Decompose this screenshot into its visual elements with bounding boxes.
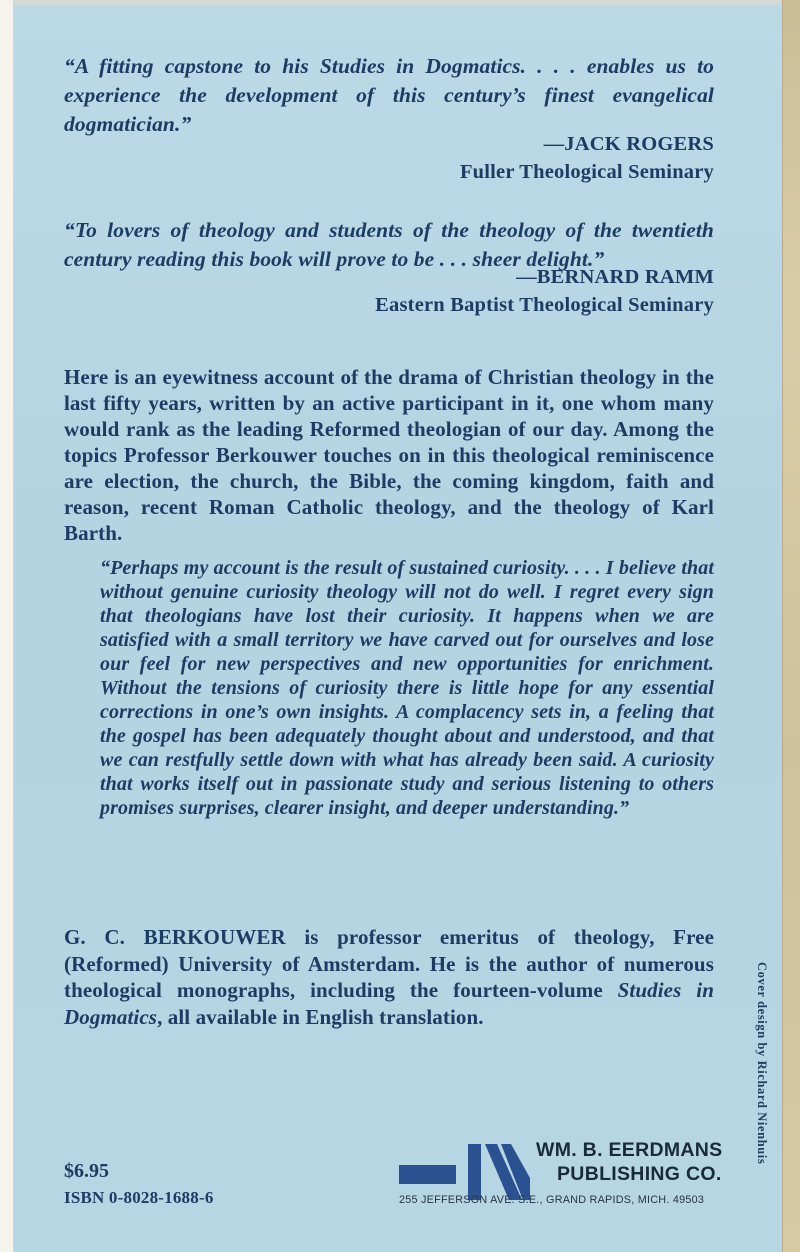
isbn-label: ISBN 0-8028-1688-6 — [64, 1188, 214, 1207]
page-edge-top — [14, 0, 782, 5]
author-bio — [64, 924, 714, 1030]
price-label: $6.95 — [64, 1160, 109, 1182]
endorsement-affiliation-rogers: Fuller Theological Seminary — [459, 161, 714, 183]
author-quote: “Perhaps my account is the result of sustained curiosity. . . . I believe that without genuine curiosity theology will not do well. I regret every sign that theologians have lost their curiosity. It happens when we are satisfied with a small territory we have carved out for ourselves and lose our feel for new perspectives and new opportunities for enrichment. Without the tensions of curiosity there is little hope for any essential corrections in one’s own insights. A complacency sets in, a feeling that the gospel has been adequately thought about and understood, and that we can restfully settle down with what has already been said. A curiosity that works itself out in passionate study and serious listening to others promises surprises, clearer insight, and deeper understanding.” — [100, 557, 714, 819]
endorsement-attribution-ramm: —BERNARD RAMM — [516, 266, 714, 288]
publisher-name-line1: WM. B. EERDMANS — [536, 1139, 723, 1161]
page-edge-left — [0, 0, 14, 1252]
endorsement-quote-rogers: “A fitting capstone to his Studies in Dogmatics. . . . enables us to experience the development of this century’s finest evangelical dogmatician.” — [64, 54, 714, 136]
book-description: Here is an eyewitness account of the drama of Christian theology in the last fifty years, written by an active participant in it, one whom many would rank as the leading Reformed theologian of our day. Among the topics Professor Berkouwer touches on in this theological reminiscence are election, the church, the Bible, the coming kingdom, faith and reason, recent Roman Catholic theology, and the theology of Karl Barth. — [64, 365, 714, 545]
author-bio-series-title: Studies in Dogmatics — [64, 978, 714, 1029]
endorsement-affiliation-ramm: Eastern Baptist Theological Seminary — [375, 294, 714, 316]
page-edge-right — [782, 0, 800, 1252]
publisher-bar — [399, 1165, 456, 1184]
endorsement-attribution-rogers: —JACK ROGERS — [543, 133, 714, 155]
publisher-address: 255 JEFFERSON AVE. S.E., GRAND RAPIDS, MICH. 49503 — [399, 1194, 705, 1206]
author-bio-lead: G. C. BERKOUWER is professor emeritus of theology, Free (Reformed) University of Amsterdam. He is the author of numerous theological monographs, including the fourteen-volume — [64, 925, 714, 1002]
endorsement-quote-ramm: “To lovers of theology and students of the theology of the twentieth century reading this book will prove to be . . . sheer delight.” — [64, 218, 714, 271]
cover-design-credit: Cover design by Richard Nienhuis — [755, 962, 769, 1165]
publisher-name-line2: PUBLISHING CO. — [557, 1163, 722, 1185]
author-bio-tail: , all available in English translation. — [157, 1004, 484, 1029]
